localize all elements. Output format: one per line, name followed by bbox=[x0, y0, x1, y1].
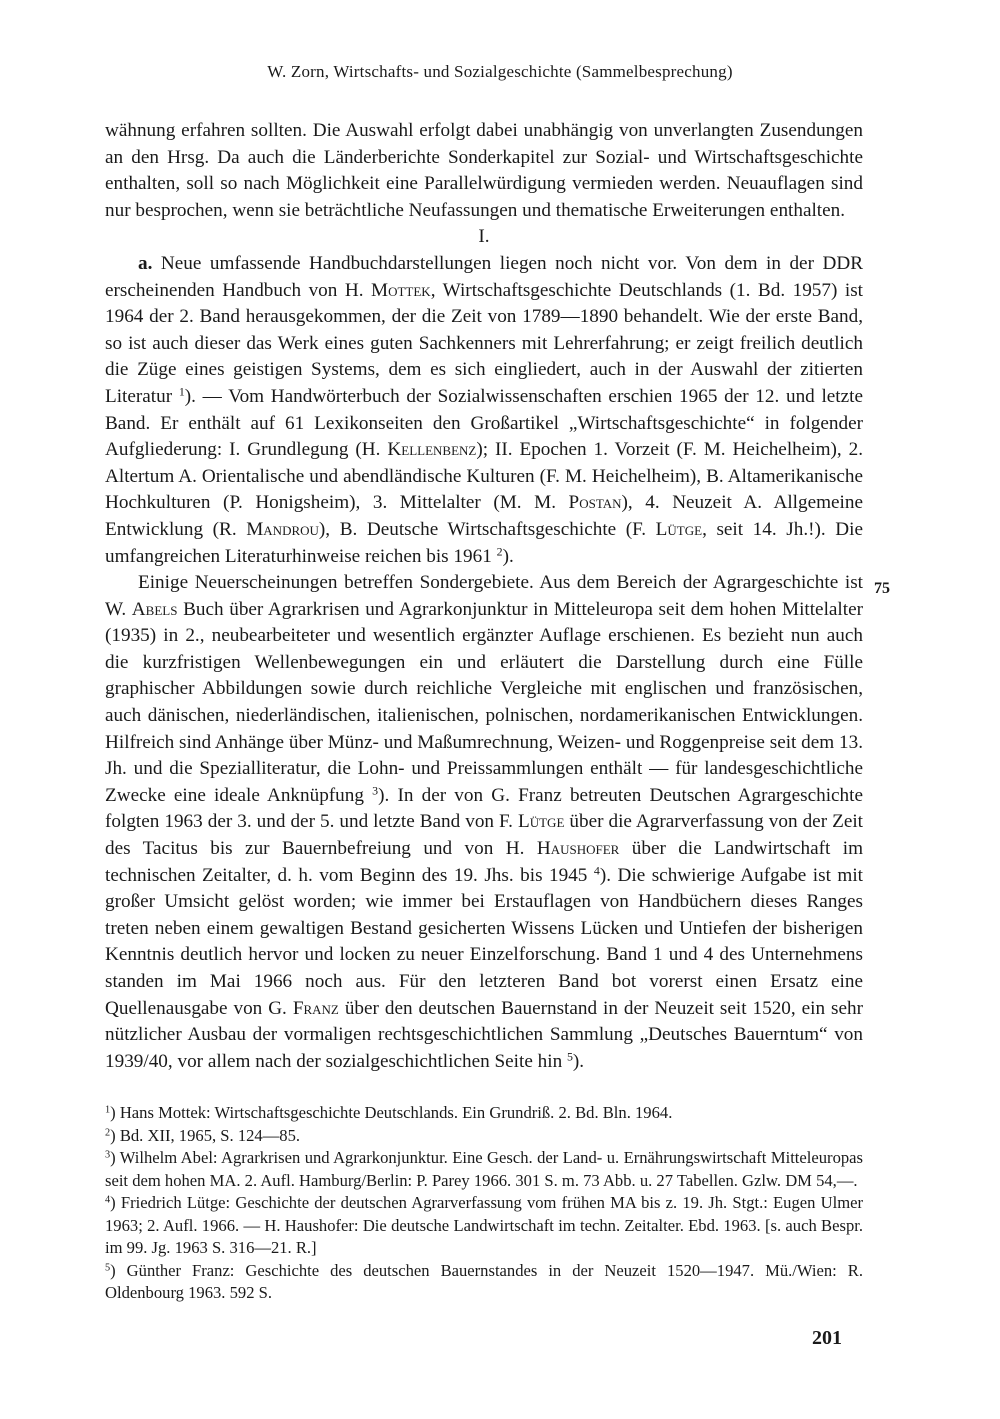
page-number: 201 bbox=[812, 1327, 842, 1349]
footnote-ref: 3 bbox=[372, 783, 379, 798]
text-run: ), 4. Neuzeit A. Allgemeine Entwicklung (R. bbox=[105, 492, 863, 540]
text-run: über den deutschen Bauernstand in der Neuzeit seit 1520, ein sehr nützlicher Ausbau der vormaligen rechtsgeschichtlichen Sammlung „Deutsches Bauerntum“ von 1939/40, vor allem nach der sozialgeschichtlichen Seite hin bbox=[105, 997, 863, 1072]
footnote-mark: 2 bbox=[105, 1126, 111, 1138]
footnote-ref: 1 bbox=[178, 384, 185, 399]
paragraph-handbooks bbox=[105, 251, 863, 570]
footnote-text: ) Hans Mottek: Wirtschaftsgeschichte Deutschlands. Ein Grundriß. 2. Bd. Bln. 1964. bbox=[110, 1103, 673, 1122]
main-text bbox=[105, 118, 863, 1075]
paragraph-intro: wähnung erfahren sollten. Die Auswahl erfolgt dabei unabhängig von unverlangten Zusendungen an den Hrsg. Da auch die Länderberichte Sonderkapitel zur Sozial- und Wirtschaftsgeschichte enthalten, soll so nach Möglichkeit eine Parallelwürdigung vermieden werden. Neuauflagen sind nur besprochen, wenn sie beträchtliche Neufassungen und thematische Erweiterungen enthalten. bbox=[105, 120, 863, 221]
author-name: Haushofer bbox=[536, 838, 620, 860]
footnote bbox=[105, 1192, 863, 1260]
author-name: Kellenbenz bbox=[387, 439, 477, 461]
footnote bbox=[105, 1260, 863, 1305]
footnote bbox=[105, 1125, 863, 1148]
paragraph-lead: a. bbox=[138, 252, 153, 274]
text-run: ). — Vom Handwörterbuch der Sozialwissenschaften erschien 1965 der 12. und letzte Band. Er enthält auf 61 Lexikonseiten den Großartikel „Wirtschaftsgeschichte“ in folgender Aufgliederung: I. Grundlegung (H. bbox=[105, 385, 863, 461]
text-run: , Wirtschaftsgeschichte Deutschlands (1. Bd. 1957) ist 1964 der 2. Band herausgekommen, der die Zeit von 1789—1890 behandelt. Wie der erste Band, so ist auch dieser das Werk eines guten Sachkenners mit Lehrerfahrung; er zeigt freilich deutlich die Züge eines geistigen Systems, dem es sich eingliedert, auch in der Auswahl der zitierten Literatur bbox=[105, 279, 863, 407]
author-name: Abels bbox=[131, 598, 178, 620]
author-name: Postan bbox=[568, 492, 622, 514]
text-run: ); II. Epochen 1. Vorzeit (F. M. Heichelheim), 2. Altertum A. Orientalische und abendländische Kulturen (F. M. Heichelheim), B. Altamerikanische Hochkulturen (P. Honigsheim), 3. Mittelalter (M. M. bbox=[105, 439, 864, 514]
text-run: , seit 14. Jh.!). Die umfangreichen Literaturhinweise reichen bis 1961 bbox=[105, 518, 863, 567]
text-run: Neue umfassende Handbuchdarstellungen liegen noch nicht vor. Von dem in der DDR erscheinenden Handbuch von H. bbox=[105, 252, 863, 301]
section-heading: I. bbox=[478, 226, 490, 248]
footnotes bbox=[105, 1102, 863, 1305]
text-run: ). bbox=[502, 545, 514, 567]
footnote bbox=[105, 1147, 863, 1192]
author-name: Lütge bbox=[518, 811, 565, 833]
text-run: Einige Neuerscheinungen betreffen Sondergebiete. Aus dem Bereich der Agrargeschichte ist W. bbox=[105, 572, 863, 620]
footnote-ref: 4 bbox=[593, 863, 600, 878]
author-name: Lütge bbox=[655, 518, 703, 540]
footnote-ref: 2 bbox=[496, 543, 503, 558]
text-run: Buch über Agrarkrisen und Agrarkonjunktur in Mitteleuropa seit dem hohen Mittelalter (1935) in 2., neubearbeiteter und wesentlich ergänzter Auflage erschienen. Es bezieht nun auch die kurzfristigen Wellenbewegungen ein und erläutert die Darstellung durch eine Fülle graphischer Abbildungen sowie durch reichliche Vergleiche mit englischen und französischen, auch dänischen, niederländischen, italienischen, polnischen, nordamerikanischen Entwicklungen. Hilfreich sind Anhänge über Münz- und Maßumrechnung, Weizen- und Roggenpreise seit dem 13. Jh. und die Spezialliteratur, die Lohn- und Preissammlungen enthält — für landesgeschichtliche Zwecke eine ideale Anknüpfung bbox=[105, 598, 863, 806]
author-name: Mottek bbox=[371, 279, 431, 301]
footnote-mark: 1 bbox=[105, 1104, 111, 1116]
footnote-mark: 5 bbox=[105, 1261, 111, 1273]
footnote-text: ) Günther Franz: Geschichte des deutschen Bauernstandes in der Neuzeit 1520—1947. Mü./Wien: R. Oldenbourg 1963. 592 S. bbox=[105, 1260, 863, 1302]
paragraph-special-fields bbox=[105, 570, 863, 1075]
text-run: ). bbox=[572, 1050, 585, 1072]
footnote-text: ) Bd. XII, 1965, S. 124—85. bbox=[110, 1125, 301, 1145]
author-name: Franz bbox=[292, 997, 339, 1019]
footnote-text: ) Wilhelm Abel: Agrarkrisen und Agrarkonjunktur. Eine Gesch. der Land- u. Ernährungswirtschaft Mitteleuropas seit dem hohen MA. 2. Aufl. Hamburg/Berlin: P. Parey 1966. 301 S. m. 73 Abb. u. 27 Tabellen. Gzlw. DM 54,—. bbox=[105, 1148, 863, 1190]
text-run: ). Die schwierige Aufgabe ist mit großer Umsicht gelöst worden; wie immer bei Erstauflagen von Handbüchern dieses Ranges treten neben einem gewaltigen Bestand gesicherten Wissens Lücken und Untiefen der bisherigen Kenntnis deutlich hervor und locken zu neuer Einzelforschung. Band 1 und 4 des Unternehmens standen im Mai 1966 noch aus. Für den letzteren Band bot vorerst einen Ersatz eine Quellenausgabe von G. bbox=[105, 864, 864, 1019]
text-run: ), B. Deutsche Wirtschaftsgeschichte (F. bbox=[318, 518, 656, 540]
footnote bbox=[105, 1102, 863, 1125]
text-run: ). In der von G. Franz betreuten Deutschen Agrargeschichte folgten 1963 der 3. und der 5. und letzte Band von F. bbox=[105, 784, 863, 833]
footnote-text: ) Friedrich Lütge: Geschichte der deutschen Agrarverfassung vom frühen MA bis z. 19. Jh. Stgt.: Eugen Ulmer 1963; 2. Aufl. 1966. — H. Haushofer: Die deutsche Landwirtschaft im techn. Zeitalter. Ebd. 1963. [s. auch Bespr. im 99. Jg. 1963 S. 316—21. R.] bbox=[105, 1193, 863, 1257]
text-run: über die Agrarverfassung von der Zeit des Tacitus bis zur Bauernbefreiung und von H. bbox=[105, 811, 863, 860]
footnote-ref: 5 bbox=[566, 1049, 573, 1064]
footnote-mark: 4 bbox=[105, 1194, 111, 1206]
margin-page-number: 75 bbox=[874, 580, 890, 597]
author-name: Mandrou bbox=[246, 518, 319, 540]
footnote-mark: 3 bbox=[105, 1149, 111, 1161]
running-header: W. Zorn, Wirtschafts- und Sozialgeschichte (Sammelbesprechung) bbox=[267, 62, 733, 81]
text-run: über die Landwirtschaft im technischen Zeitalter, d. h. vom Beginn des 19. Jhs. bis 1945 bbox=[105, 838, 864, 886]
